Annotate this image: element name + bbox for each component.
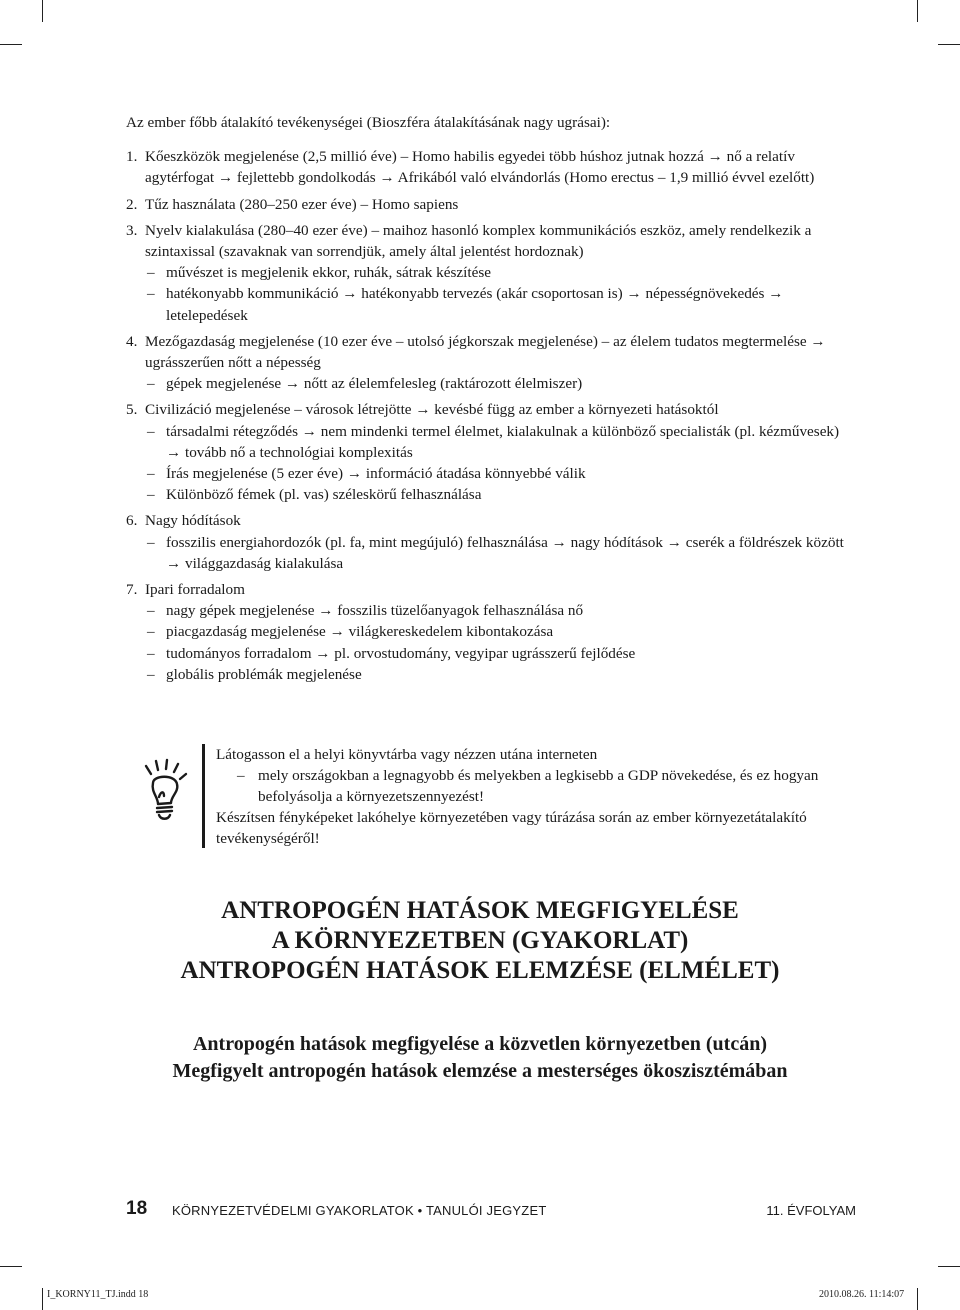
section-title-line: ANTROPOGÉN HATÁSOK MEGFIGYELÉSE xyxy=(221,897,739,924)
dash-bullet: – xyxy=(147,602,155,620)
sub-item xyxy=(126,600,856,621)
list-item xyxy=(126,579,856,685)
sub-item xyxy=(126,532,856,574)
sub-item-text: hatékonyabb kommunikáció → hatékonyabb tervezés (akár csoportosan is) → népességnövekedés → letelepedések xyxy=(166,285,784,324)
crop-mark xyxy=(42,1288,43,1310)
dash-bullet: – xyxy=(147,623,155,641)
item-text: Tűz használata (280–250 ezer éve) – Homo sapiens xyxy=(145,195,459,213)
list-item xyxy=(126,510,856,574)
main-content xyxy=(126,112,856,690)
page-number: 18 xyxy=(126,1198,148,1219)
section-title-line: ANTROPOGÉN HATÁSOK ELEMZÉSE (ELMÉLET) xyxy=(180,957,780,984)
sub-item-text: nagy gépek megjelenése → fosszilis tüzelőanyagok felhasználása nő xyxy=(166,602,584,620)
item-text: Mezőgazdaság megjelenése (10 ezer éve – utolsó jégkorszak megjelenése) – az élelem tudatos megtermelése → ugrásszerűen nőtt a népesség xyxy=(145,332,826,372)
tip-line: Készítsen fényképeket lakóhelye környezetében vagy túrázása során az ember környezetátalakító tevékenységéről! xyxy=(216,809,807,847)
crop-mark xyxy=(917,0,918,22)
crop-mark xyxy=(938,1266,960,1267)
intro-text: Az ember főbb átalakító tevékenységei (Bioszféra átalakításának nagy ugrásai): xyxy=(126,114,611,131)
sub-item-text: piacgazdaság megjelenése → világkereskedelem kibontakozása xyxy=(166,623,554,641)
item-number: 3. xyxy=(126,221,138,239)
sub-item xyxy=(126,421,856,463)
sub-item-text: társadalmi rétegződés → nem mindenki termel élelmet, kialakulnak a különböző specialisták (pl. kézművesek) → tovább nő a technológiai komplexitás xyxy=(166,422,840,461)
list-item xyxy=(126,220,856,326)
sub-item-text: Különböző fémek (pl. vas) széleskörű felhasználása xyxy=(166,486,482,504)
sub-item-text: gépek megjelenése → nőtt az élelemfelesleg (raktározott élelmiszer) xyxy=(166,375,583,393)
subsection-title-line: Megfigyelt antropogén hatások elemzése a mesterséges ökoszisztémában xyxy=(172,1060,788,1082)
activity-list xyxy=(126,146,856,685)
list-item xyxy=(126,194,856,215)
item-number: 5. xyxy=(126,401,138,419)
sub-item xyxy=(126,664,856,685)
dash-bullet: – xyxy=(147,533,155,551)
list-item xyxy=(126,399,856,505)
dash-bullet: – xyxy=(147,422,155,440)
tip-box xyxy=(140,744,860,848)
tip-text xyxy=(216,744,856,849)
item-number: 7. xyxy=(126,581,138,599)
sub-item xyxy=(126,484,856,505)
item-text: Nyelv kialakulása (280–40 ezer éve) – maihoz hasonló komplex kommunikációs eszköz, amely rendelkezik a szintaxissal (szavaknak van sorrendjük, amely által jelentést hordoznak) xyxy=(145,221,812,261)
slug-filename: I_KORNY11_TJ.indd 18 xyxy=(47,1289,149,1300)
section-title-line: A KÖRNYEZETBEN (GYAKORLAT) xyxy=(271,927,689,954)
item-text: Kőeszközök megjelenése (2,5 millió éve) – Homo habilis egyedei több húshoz jutnak hozzá → nő a relatív agytérfogat → fejlettebb gondolkodás → Afrikából való elvándorlás (Homo erectus – 1,9 millió évvel ezelőtt) xyxy=(145,148,815,187)
crop-mark xyxy=(0,44,22,45)
sub-item xyxy=(126,262,856,283)
dash-bullet: – xyxy=(147,375,155,393)
sub-item xyxy=(126,463,856,484)
crop-mark xyxy=(0,1266,22,1267)
slug-timestamp: 2010.08.26. 11:14:07 xyxy=(819,1289,905,1300)
sub-item xyxy=(126,373,856,394)
sub-item xyxy=(126,283,856,325)
footer-title: KÖRNYEZETVÉDELMI GYAKORLATOK • TANULÓI JEGYZET xyxy=(172,1203,547,1218)
sub-item xyxy=(126,643,856,664)
lightbulb-icon xyxy=(140,758,190,828)
subsection-title-line: Antropogén hatások megfigyelése a közvetlen környezetben (utcán) xyxy=(192,1033,767,1055)
item-text: Nagy hódítások xyxy=(145,512,241,530)
tip-line: Látogasson el a helyi könyvtárba vagy nézzen utána interneten xyxy=(216,746,598,763)
item-number: 1. xyxy=(126,148,138,166)
section-headings xyxy=(0,896,960,1085)
item-number: 6. xyxy=(126,512,138,530)
item-number: 2. xyxy=(126,195,138,213)
sub-item-text: művészet is megjelenik ekkor, ruhák, sátrak készítése xyxy=(166,264,491,282)
tip-sub-item xyxy=(216,765,856,807)
sub-item-text: fosszilis energiahordozók (pl. fa, mint megújuló) felhasználása → nagy hódítások → cserék a földrészek között → világgazdaság kialakulása xyxy=(166,533,844,572)
dash-bullet: – xyxy=(147,486,155,504)
crop-mark xyxy=(938,44,960,45)
tip-sub-text: mely országokban a legnagyobb és melyekben a legkisebb a GDP növekedése, és ez hogyan befolyásolja a környezetszennyezést! xyxy=(258,767,819,805)
section-title xyxy=(0,896,960,986)
sub-item-text: tudományos forradalom → pl. orvostudomány, vegyipar ugrásszerű fejlődése xyxy=(166,644,636,662)
item-text: Civilizáció megjelenése – városok létrejötte → kevésbé függ az ember a környezeti hatásoktól xyxy=(145,401,719,419)
footer-grade: 11. ÉVFOLYAM xyxy=(766,1203,856,1218)
sub-item xyxy=(126,621,856,642)
dash-bullet: – xyxy=(147,264,155,282)
list-item xyxy=(126,146,856,188)
crop-mark xyxy=(42,0,43,22)
dash-bullet: – xyxy=(147,285,155,303)
dash-bullet: – xyxy=(147,665,155,683)
list-item xyxy=(126,331,856,395)
sub-item-text: globális problémák megjelenése xyxy=(166,665,362,683)
dash-bullet: – xyxy=(147,644,155,662)
item-number: 4. xyxy=(126,332,138,350)
page-footer xyxy=(126,1200,856,1224)
sub-item-text: Írás megjelenése (5 ezer éve) → információ átadása könnyebbé válik xyxy=(166,465,586,483)
dash-bullet: – xyxy=(147,465,155,483)
subsection-title xyxy=(0,1031,960,1085)
crop-mark xyxy=(917,1288,918,1310)
tip-divider xyxy=(202,744,205,848)
dash-bullet: – xyxy=(237,767,245,784)
item-text: Ipari forradalom xyxy=(145,581,245,599)
